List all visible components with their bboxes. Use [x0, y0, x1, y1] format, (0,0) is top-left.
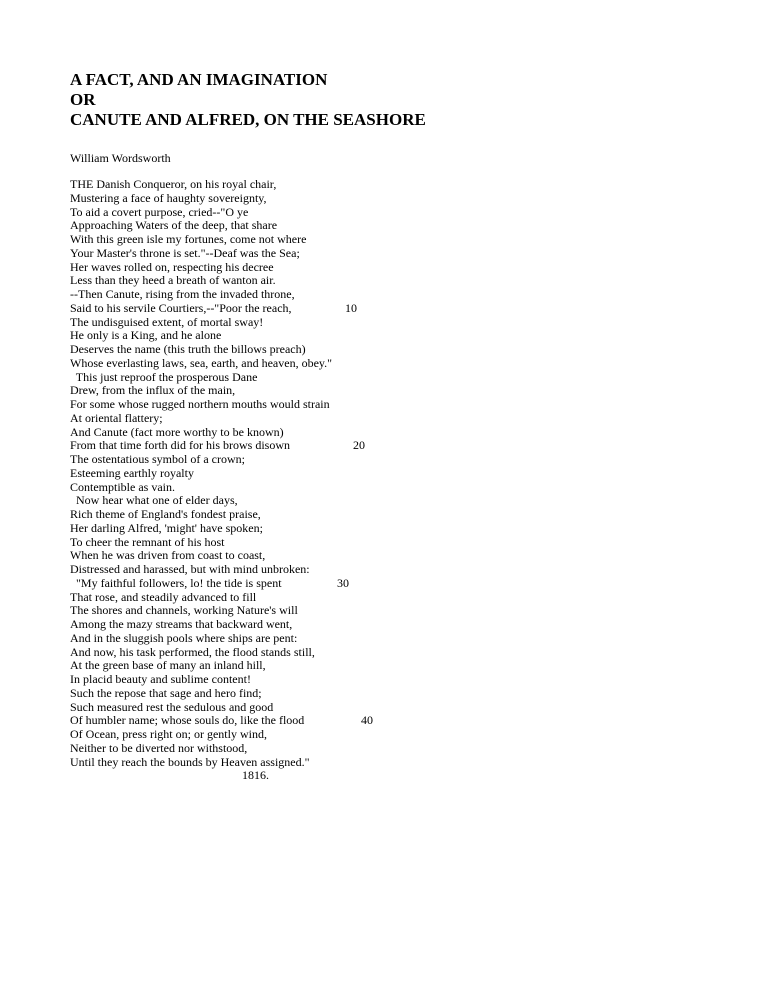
poem-line: [70, 728, 730, 742]
poem-line-text: Distressed and harassed, but with mind unbroken:: [70, 562, 310, 576]
line-number: 10: [345, 300, 357, 315]
poem-line: [70, 371, 730, 385]
poem-line: [70, 549, 730, 563]
poem-line: [70, 481, 730, 495]
poem-line: [70, 673, 730, 687]
poem-line-text: Now hear what one of elder days,: [70, 493, 238, 508]
poem-line: [70, 178, 730, 192]
poem-line: [70, 302, 730, 316]
poem-line-text: "My faithful followers, lo! the tide is spent: [70, 575, 282, 590]
poem-line: [70, 288, 730, 302]
line-number: 20: [353, 438, 365, 453]
poem-line-text: From that time forth did for his brows disown: [70, 438, 290, 453]
poem-line-text: Contemptible as vain.: [70, 479, 175, 494]
poem-line: [70, 412, 730, 426]
poem-body: [70, 178, 730, 769]
poem-author: William Wordsworth: [70, 151, 171, 165]
poem-line: [70, 742, 730, 756]
title-line: CANUTE AND ALFRED, ON THE SEASHORE: [70, 110, 426, 129]
poem-line: [70, 508, 730, 522]
poem-line-text: Less than they heed a breath of wanton air.: [70, 273, 276, 288]
poem-line: [70, 467, 730, 481]
poem-line: [70, 261, 730, 275]
poem-line: [70, 439, 730, 453]
poem-line: [70, 192, 730, 206]
poem-line-text: Rich theme of England's fondest praise,: [70, 507, 261, 521]
poem-line: [70, 274, 730, 288]
poem-line-text: The shores and channels, working Nature's will: [70, 603, 298, 618]
poem-line: [70, 384, 730, 398]
poem-line-text: Drew, from the influx of the main,: [70, 383, 236, 398]
poem-line: [70, 714, 730, 728]
poem-line: [70, 701, 730, 715]
poem-line-text: Such measured rest the sedulous and good: [70, 699, 274, 714]
poem-line-text: Until they reach the bounds by Heaven assigned.": [70, 754, 310, 769]
poem-line: [70, 687, 730, 701]
poem-line-text: Approaching Waters of the deep, that share: [70, 218, 278, 233]
poem-line: [70, 618, 730, 632]
poem-line: [70, 453, 730, 467]
title-line: A FACT, AND AN IMAGINATION: [70, 70, 328, 89]
title-line: OR: [70, 90, 96, 109]
poem-title: [70, 70, 730, 130]
poem-line: [70, 426, 730, 440]
poem-line-text: The ostentatious symbol of a crown;: [70, 452, 245, 466]
poem-line-text: And now, his task performed, the flood stands still,: [70, 644, 315, 659]
poem-line: [70, 219, 730, 233]
poem-line: [70, 357, 730, 371]
poem-line-text: Esteeming earthly royalty: [70, 465, 194, 480]
poem-line-text: That rose, and steadily advanced to fill: [70, 589, 257, 604]
poem-line: [70, 756, 730, 770]
poem-line-text: Her darling Alfred, 'might' have spoken;: [70, 520, 263, 535]
poem-line: [70, 247, 730, 261]
poem-line-text: Among the mazy streams that backward went,: [70, 617, 293, 631]
poem-line-text: And in the sluggish pools where ships are pent:: [70, 630, 298, 645]
poem-line-text: In placid beauty and sublime content!: [70, 672, 251, 686]
poem-line-text: And Canute (fact more worthy to be known): [70, 424, 284, 439]
poem-line: [70, 591, 730, 605]
poem-line: [70, 398, 730, 412]
poem-line-text: Of humbler name; whose souls do, like the flood: [70, 713, 305, 728]
poem-line: [70, 233, 730, 247]
poem-line-text: At oriental flattery;: [70, 410, 163, 425]
poem-line-text: Neither to be diverted nor withstood,: [70, 740, 248, 755]
poem-line-text: Said to his servile Courtiers,--"Poor the reach,: [70, 300, 292, 315]
document-page: [70, 70, 730, 783]
poem-line-text: This just reproof the prosperous Dane: [70, 369, 258, 384]
poem-line: [70, 329, 730, 343]
line-number: 40: [361, 713, 373, 728]
poem-line: [70, 659, 730, 673]
poem-line-text: The undisguised extent, of mortal sway!: [70, 314, 264, 329]
poem-line-text: When he was driven from coast to coast,: [70, 548, 266, 563]
poem-line-text: Your Master's throne is set."--Deaf was the Sea;: [70, 245, 300, 260]
poem-line: [70, 646, 730, 660]
poem-date: 1816.: [242, 768, 269, 783]
poem-line-text: He only is a King, and he alone: [70, 328, 222, 343]
poem-line: [70, 577, 730, 591]
poem-line-text: THE Danish Conqueror, on his royal chair,: [70, 177, 277, 191]
poem-line: [70, 522, 730, 536]
poem-line-text: Her waves rolled on, respecting his decree: [70, 259, 274, 274]
poem-line-text: --Then Canute, rising from the invaded throne,: [70, 287, 295, 301]
poem-line: [70, 206, 730, 220]
poem-line-text: Mustering a face of haughty sovereignty,: [70, 190, 267, 205]
line-number: 30: [337, 575, 349, 590]
poem-line-text: Such the repose that sage and hero find;: [70, 685, 262, 700]
poem-line-text: To aid a covert purpose, cried--"O ye: [70, 204, 249, 219]
poem-line-text: Deserves the name (this truth the billows preach): [70, 342, 306, 356]
poem-line-text: Of Ocean, press right on; or gently wind,: [70, 727, 267, 741]
poem-line: [70, 604, 730, 618]
poem-line: [70, 563, 730, 577]
poem-line-text: At the green base of many an inland hill,: [70, 658, 266, 673]
poem-line-text: With this green isle my fortunes, come not where: [70, 232, 307, 246]
poem-line: [70, 536, 730, 550]
poem-line: [70, 494, 730, 508]
poem-line-text: Whose everlasting laws, sea, earth, and heaven, obey.": [70, 355, 333, 370]
poem-line-text: To cheer the remnant of his host: [70, 534, 225, 549]
poem-line-text: For some whose rugged northern mouths would strain: [70, 397, 330, 411]
poem-line: [70, 316, 730, 330]
poem-line: [70, 632, 730, 646]
poem-line: [70, 343, 730, 357]
